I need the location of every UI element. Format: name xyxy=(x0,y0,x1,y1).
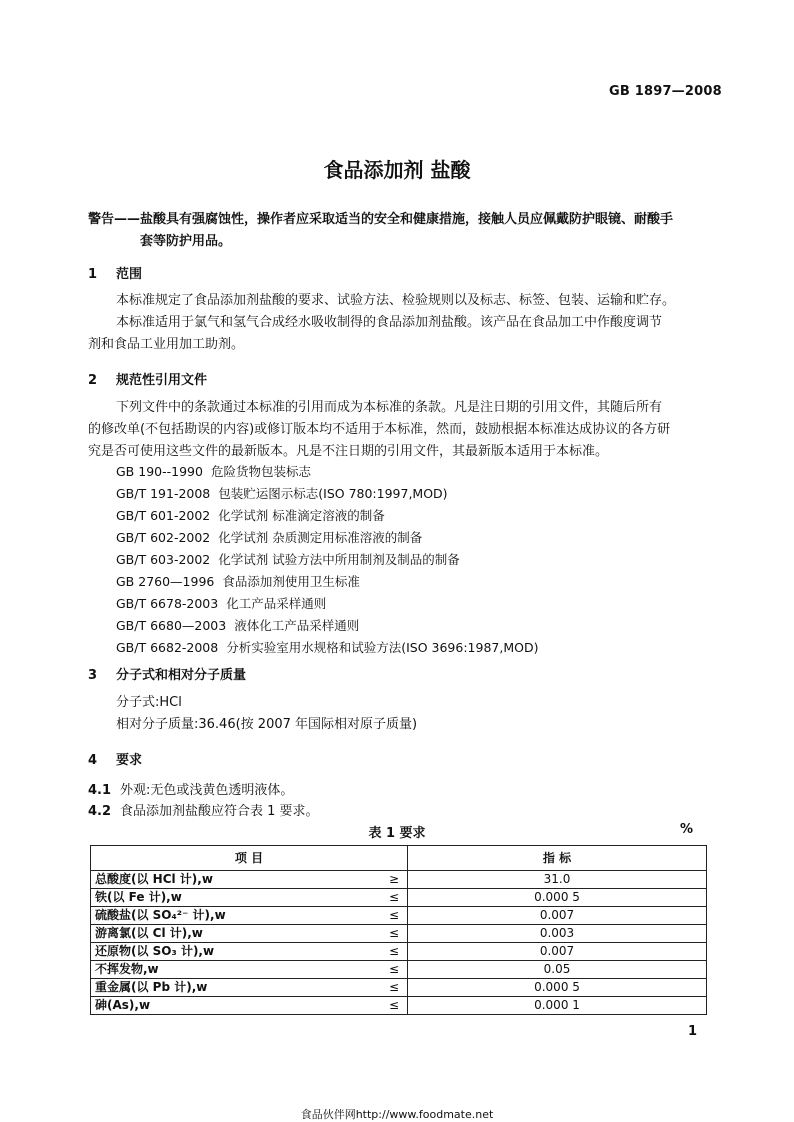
section-number: 3 xyxy=(88,668,98,683)
reference-name: 包装贮运图示标志(ISO 780:1997,MOD) xyxy=(218,486,448,501)
requirement-text: 外观:无色或浅黄色透明液体。 xyxy=(120,783,294,798)
formula-block xyxy=(116,692,417,736)
reference-name: 分析实验室用水规格和试验方法(ISO 3696:1987,MOD) xyxy=(226,640,539,655)
table-row xyxy=(91,979,707,997)
table-row xyxy=(91,907,707,925)
table-row xyxy=(91,943,707,961)
reference-name: 食品添加剂使用卫生标准 xyxy=(222,574,360,589)
row-item: 砷(As),w xyxy=(91,997,366,1015)
row-item: 重金属(以 Pb 计),w xyxy=(91,979,366,997)
refs-paragraph xyxy=(88,397,710,463)
paragraph-line: 究是否可使用这些文件的最新版本。凡是不注日期的引用文件，其最新版本适用于本标准。 xyxy=(88,444,609,459)
row-operator: ≤ xyxy=(365,889,408,907)
row-operator: ≤ xyxy=(365,997,408,1015)
paragraph-line: 下列文件中的条款通过本标准的引用而成为本标准的条款。凡是注日期的引用文件，其随后所有 xyxy=(116,400,663,415)
section-title: 要求 xyxy=(116,753,143,768)
section-heading-refs xyxy=(88,369,207,388)
row-operator: ≤ xyxy=(365,925,408,943)
reference-code: GB 2760—1996 xyxy=(116,574,215,589)
reference-item xyxy=(116,637,538,659)
reference-code: GB/T 6682-2008 xyxy=(116,640,219,655)
row-value: 0.000 5 xyxy=(408,889,707,907)
row-operator: ≤ xyxy=(365,943,408,961)
row-value: 0.003 xyxy=(408,925,707,943)
reference-item xyxy=(116,615,538,637)
table-row xyxy=(91,871,707,889)
row-item: 不挥发物,w xyxy=(91,961,366,979)
reference-name: 危险货物包装标志 xyxy=(210,464,311,479)
table-row xyxy=(91,997,707,1015)
reference-name: 化学试剂 试验方法中所用制剂及制品的制备 xyxy=(218,552,460,567)
footer-watermark: 食品伙伴网http://www.foodmate.net xyxy=(300,1108,494,1121)
reference-name: 化工产品采样通则 xyxy=(226,596,327,611)
reference-item xyxy=(116,593,538,615)
row-operator: ≤ xyxy=(365,961,408,979)
row-item: 还原物(以 SO₃ 计),w xyxy=(91,943,366,961)
row-operator: ≤ xyxy=(365,907,408,925)
reference-code: GB/T 191-2008 xyxy=(116,486,211,501)
reference-list xyxy=(116,461,538,659)
row-value: 0.007 xyxy=(408,943,707,961)
row-item: 铁(以 Fe 计),w xyxy=(91,889,366,907)
reference-code: GB/T 6678-2003 xyxy=(116,596,219,611)
section-title: 分子式和相对分子质量 xyxy=(116,668,247,683)
section-title: 范围 xyxy=(116,267,143,282)
reference-item xyxy=(116,527,538,549)
reference-code: GB 190--1990 xyxy=(116,464,203,479)
row-value: 0.05 xyxy=(408,961,707,979)
table-caption: 表 1 要求 xyxy=(368,826,426,841)
page-number: 1 xyxy=(688,1024,698,1039)
requirement-number: 4.1 xyxy=(88,783,112,798)
table-unit: % xyxy=(680,822,694,837)
reference-name: 液体化工产品采样通则 xyxy=(234,618,360,633)
row-operator: ≥ xyxy=(365,871,408,889)
molecular-mass: 相对分子质量:36.46(按 2007 年国际相对原子质量) xyxy=(116,717,418,732)
paragraph-line: 本标准适用于氯气和氢气合成经水吸收制得的食品添加剂盐酸。该产品在食品加工中作酸度调节 xyxy=(116,315,663,330)
row-value: 31.0 xyxy=(408,871,707,889)
reference-code: GB/T 6680—2003 xyxy=(116,618,227,633)
header-value: 指 标 xyxy=(408,846,707,871)
row-item: 总酸度(以 HCl 计),w xyxy=(91,871,366,889)
row-value: 0.007 xyxy=(408,907,707,925)
scope-paragraph xyxy=(88,290,710,356)
standard-code: GB 1897—2008 xyxy=(609,84,722,99)
requirements-table xyxy=(90,845,707,1015)
section-number: 2 xyxy=(88,373,98,388)
document-title: 食品添加剂 盐酸 xyxy=(323,158,471,182)
table-row xyxy=(91,925,707,943)
row-value: 0.000 1 xyxy=(408,997,707,1015)
section-heading-formula xyxy=(88,664,246,683)
reference-code: GB/T 602-2002 xyxy=(116,530,211,545)
section-number: 1 xyxy=(88,267,98,282)
requirement-item xyxy=(88,779,293,798)
row-value: 0.000 5 xyxy=(408,979,707,997)
reference-item xyxy=(116,483,538,505)
paragraph-line: 的修改单(不包括勘误的内容)或修订版本均不适用于本标准，然而，鼓励根据本标准达成协议的各方研 xyxy=(88,422,671,437)
section-heading-scope xyxy=(88,263,142,282)
paragraph-line: 本标准规定了食品添加剂盐酸的要求、试验方法、检验规则以及标志、标签、包装、运输和贮存。 xyxy=(116,293,676,308)
warning-paragraph xyxy=(88,209,710,253)
section-title: 规范性引用文件 xyxy=(116,373,208,388)
table-row xyxy=(91,889,707,907)
requirement-text: 食品添加剂盐酸应符合表 1 要求。 xyxy=(120,804,319,819)
paragraph-line: 剂和食品工业用加工助剂。 xyxy=(88,337,245,352)
requirement-number: 4.2 xyxy=(88,804,112,819)
section-heading-requirements xyxy=(88,749,142,768)
reference-item xyxy=(116,549,538,571)
row-item: 硫酸盐(以 SO₄²⁻ 计),w xyxy=(91,907,366,925)
reference-item xyxy=(116,571,538,593)
warning-line: 警告——盐酸具有强腐蚀性，操作者应采取适当的安全和健康措施，接触人员应佩戴防护眼镜、耐酸手 xyxy=(88,212,674,227)
section-number: 4 xyxy=(88,753,98,768)
reference-item xyxy=(116,461,538,483)
table-row xyxy=(91,961,707,979)
reference-code: GB/T 601-2002 xyxy=(116,508,211,523)
reference-name: 化学试剂 杂质测定用标准溶液的制备 xyxy=(218,530,423,545)
row-operator: ≤ xyxy=(365,979,408,997)
requirement-item xyxy=(88,800,319,819)
molecular-formula: 分子式:HCl xyxy=(116,695,182,710)
row-item: 游离氯(以 Cl 计),w xyxy=(91,925,366,943)
warning-line: 套等防护用品。 xyxy=(140,234,232,249)
reference-code: GB/T 603-2002 xyxy=(116,552,211,567)
table-header-row xyxy=(91,846,707,871)
header-item: 项 目 xyxy=(91,846,408,871)
reference-item xyxy=(116,505,538,527)
reference-name: 化学试剂 标准滴定溶液的制备 xyxy=(218,508,385,523)
